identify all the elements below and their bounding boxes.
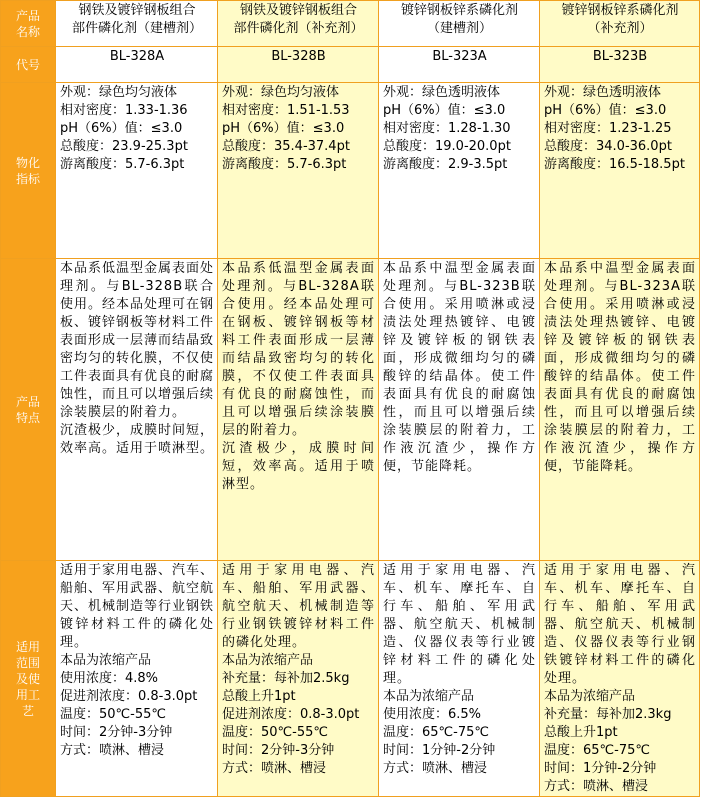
cell-text: 游离酸度：5.7-6.3pt [222, 157, 347, 172]
properties-cell [218, 83, 379, 259]
cell-text: 用工 [15, 687, 40, 702]
usage-cell [379, 561, 540, 797]
cell-text: 总酸度：19.0-20.0pt [383, 139, 511, 154]
row-product-features [1, 259, 700, 561]
cell-text: 范围 [15, 655, 40, 670]
row-product-code [1, 47, 700, 83]
properties-cell [56, 83, 218, 259]
cell-text: 促进剂浓度：0.8-3.0pt [60, 689, 198, 704]
cell-text: pH（6%）值：≤3.0 [222, 121, 345, 136]
product-name-cell [379, 1, 540, 47]
cell-text: 镀锌钢板锌系磷化剂 [561, 3, 679, 18]
product-code-cell: BL-328B [218, 47, 379, 83]
cell-text: 相对密度：1.51-1.53 [222, 103, 350, 118]
cell-text: 本品为浓缩产品 [383, 689, 475, 704]
cell-text: 时间：2分钟-3分钟 [60, 725, 173, 740]
usage-cell [540, 561, 700, 797]
cell-text: 外观：绿色均匀液体 [222, 85, 340, 100]
cell-text: 使用浓度：4.8% [60, 671, 159, 686]
cell-text: pH（6%）值：≤3.0 [60, 121, 183, 136]
row-product-name [1, 1, 700, 47]
product-code-cell: BL-323A [379, 47, 540, 83]
cell-text: 总酸度：23.9-25.3pt [60, 139, 188, 154]
cell-text: 产品 [15, 394, 40, 409]
cell-text: 钢铁及镀锌钢板组合 [239, 3, 357, 18]
cell-text: 本品系低温型金属表面处理剂。与BL-328B联合使用。经本品处理可在钢板、镀锌钢板等材料工件表面形成一层薄而结晶致密均匀的转化膜，不仅使工件表面具有优良的耐腐蚀性，而且可以增强后续涂装膜层的附着力。 [60, 261, 215, 420]
cell-text: 方式：喷淋、槽浸 [544, 779, 649, 794]
cell-text: 温度：65℃-75℃ [544, 743, 650, 758]
cell-text: 本品系低温型金属表面处理剂。与BL-328A联合使用。经本品处理可在钢板、镀锌钢板等材料工件表面形成一层薄而结晶致密均匀的转化膜，不仅使工件表面具有优良的耐腐蚀性，而且可以增强后续涂装膜层的附着力。 [222, 261, 375, 438]
cell-text: 总酸度：34.0-36.0pt [544, 139, 672, 154]
cell-text: 方式：喷淋、槽浸 [383, 761, 488, 776]
cell-text: 方式：喷淋、槽浸 [222, 761, 327, 776]
cell-text: 外观：绿色透明液体 [383, 85, 501, 100]
usage-cell [218, 561, 379, 797]
cell-text: 补充量：每补加2.5kg [222, 671, 350, 686]
cell-text: 代号 [15, 57, 40, 72]
properties-cell [540, 83, 700, 259]
cell-text: 外观：绿色透明液体 [544, 85, 662, 100]
cell-text: 温度：50℃-55℃ [222, 725, 328, 740]
cell-text: 本品为浓缩产品 [544, 689, 636, 704]
label-usage [1, 561, 56, 797]
cell-text: 温度：50℃-55℃ [60, 707, 166, 722]
cell-text: 沉渣极少，成膜时间短，效率高。适用于喷淋型。 [222, 441, 375, 492]
features-cell [540, 259, 700, 561]
cell-text: 指标 [15, 171, 40, 186]
cell-text: 时间：1分钟-2分钟 [383, 743, 496, 758]
cell-text: 游离酸度：16.5-18.5pt [544, 157, 685, 172]
label-product-code [1, 47, 56, 83]
cell-text: 名称 [15, 24, 40, 39]
cell-text: pH（6%）值：≤3.0 [383, 103, 506, 118]
cell-text: （建槽剂） [426, 21, 492, 36]
product-code-cell: BL-323B [540, 47, 700, 83]
cell-text: 总酸度：35.4-37.4pt [222, 139, 350, 154]
cell-text: 本品为浓缩产品 [222, 653, 314, 668]
cell-text: 游离酸度：2.9-3.5pt [383, 157, 508, 172]
cell-text: 本品为浓缩产品 [60, 653, 152, 668]
cell-text: 总酸上升1pt [222, 689, 296, 704]
cell-text: 相对密度：1.33-1.36 [60, 103, 188, 118]
properties-cell [379, 83, 540, 259]
features-cell [218, 259, 379, 561]
cell-text: 艺 [21, 703, 34, 718]
label-product-name [1, 1, 56, 47]
cell-text: 促进剂浓度：0.8-3.0pt [222, 707, 360, 722]
cell-text: 钢铁及镀锌钢板组合 [78, 3, 196, 18]
cell-text: 本品系中温型金属表面处理剂。与BL-323A联合使用。采用喷淋或浸渍法处理热镀锌、电镀锌及镀锌板的钢铁表面，形成微细均匀的磷酸锌的结晶体。使工件表面具有优良的耐腐蚀性，而且可以增强后续涂装膜层的附着力，工作液沉渣少，操作方便，节能降耗。 [544, 261, 696, 474]
cell-text: 使用浓度：6.5% [383, 707, 482, 722]
cell-text: 特点 [15, 410, 40, 425]
product-name-cell [218, 1, 379, 47]
cell-text: 外观：绿色均匀液体 [60, 85, 178, 100]
cell-text: 时间：2分钟-3分钟 [222, 743, 335, 758]
label-product-features [1, 259, 56, 561]
cell-text: 时间：1分钟-2分钟 [544, 761, 657, 776]
cell-text: （补充剂） [587, 21, 653, 36]
cell-text: 总酸上升1pt [544, 725, 618, 740]
cell-text: 游离酸度：5.7-6.3pt [60, 157, 185, 172]
cell-text: 适用于家用电器、汽车、船舶、军用武器、航空航天、机械制造等行业钢铁镀锌材料工件的磷化处理。 [60, 563, 215, 650]
row-usage [1, 561, 700, 797]
row-physical-properties [1, 83, 700, 259]
features-cell [379, 259, 540, 561]
cell-text: 沉渣极少，成膜时间短，效率高。适用于喷淋型。 [60, 423, 215, 456]
features-cell [56, 259, 218, 561]
cell-text: 产品 [15, 8, 40, 23]
cell-text: 相对密度：1.23-1.25 [544, 121, 672, 136]
cell-text: 及使 [15, 671, 40, 686]
cell-text: 物化 [15, 155, 40, 170]
cell-text: 补充量：每补加2.3kg [544, 707, 672, 722]
cell-text: 镀锌钢板锌系磷化剂 [400, 3, 518, 18]
product-code-cell: BL-328A [56, 47, 218, 83]
cell-text: 相对密度：1.28-1.30 [383, 121, 511, 136]
cell-text: 方式：喷淋、槽浸 [60, 743, 165, 758]
cell-text: 适用于家用电器、汽车、机车、摩托车、自行车、船舶、军用武器、航空航天、机械制造、仪器仪表等行业钢铁镀锌材料工件的磷化处理。 [544, 563, 696, 686]
cell-text: 部件磷化剂（建槽剂） [71, 21, 202, 36]
label-physical-properties [1, 83, 56, 259]
cell-text: 适用于家用电器、汽车、机车、摩托车、自行车、船舶、军用武器、航空航天、机械制造、仪器仪表等行业镀锌材料工件的磷化处理。 [383, 563, 536, 686]
cell-text: 温度：65℃-75℃ [383, 725, 489, 740]
cell-text: pH（6%）值：≤3.0 [544, 103, 667, 118]
cell-text: 适用 [15, 639, 40, 654]
product-name-cell [56, 1, 218, 47]
product-name-cell [540, 1, 700, 47]
cell-text: 适用于家用电器、汽车、船舶、军用武器、航空航天、机械制造等行业钢铁镀锌材料工件的磷化处理。 [222, 563, 375, 650]
usage-cell [56, 561, 218, 797]
cell-text: 部件磷化剂（补充剂） [233, 21, 364, 36]
cell-text: 本品系中温型金属表面处理剂。与BL-323B联合使用。采用喷淋或浸渍法处理热镀锌、电镀锌及镀锌板的钢铁表面，形成微细均匀的磷酸锌的结晶体。使工件表面具有优良的耐腐蚀性，而且可以增强后续涂装膜层的附着力，工作液沉渣少，操作方便，节能降耗。 [383, 261, 536, 474]
